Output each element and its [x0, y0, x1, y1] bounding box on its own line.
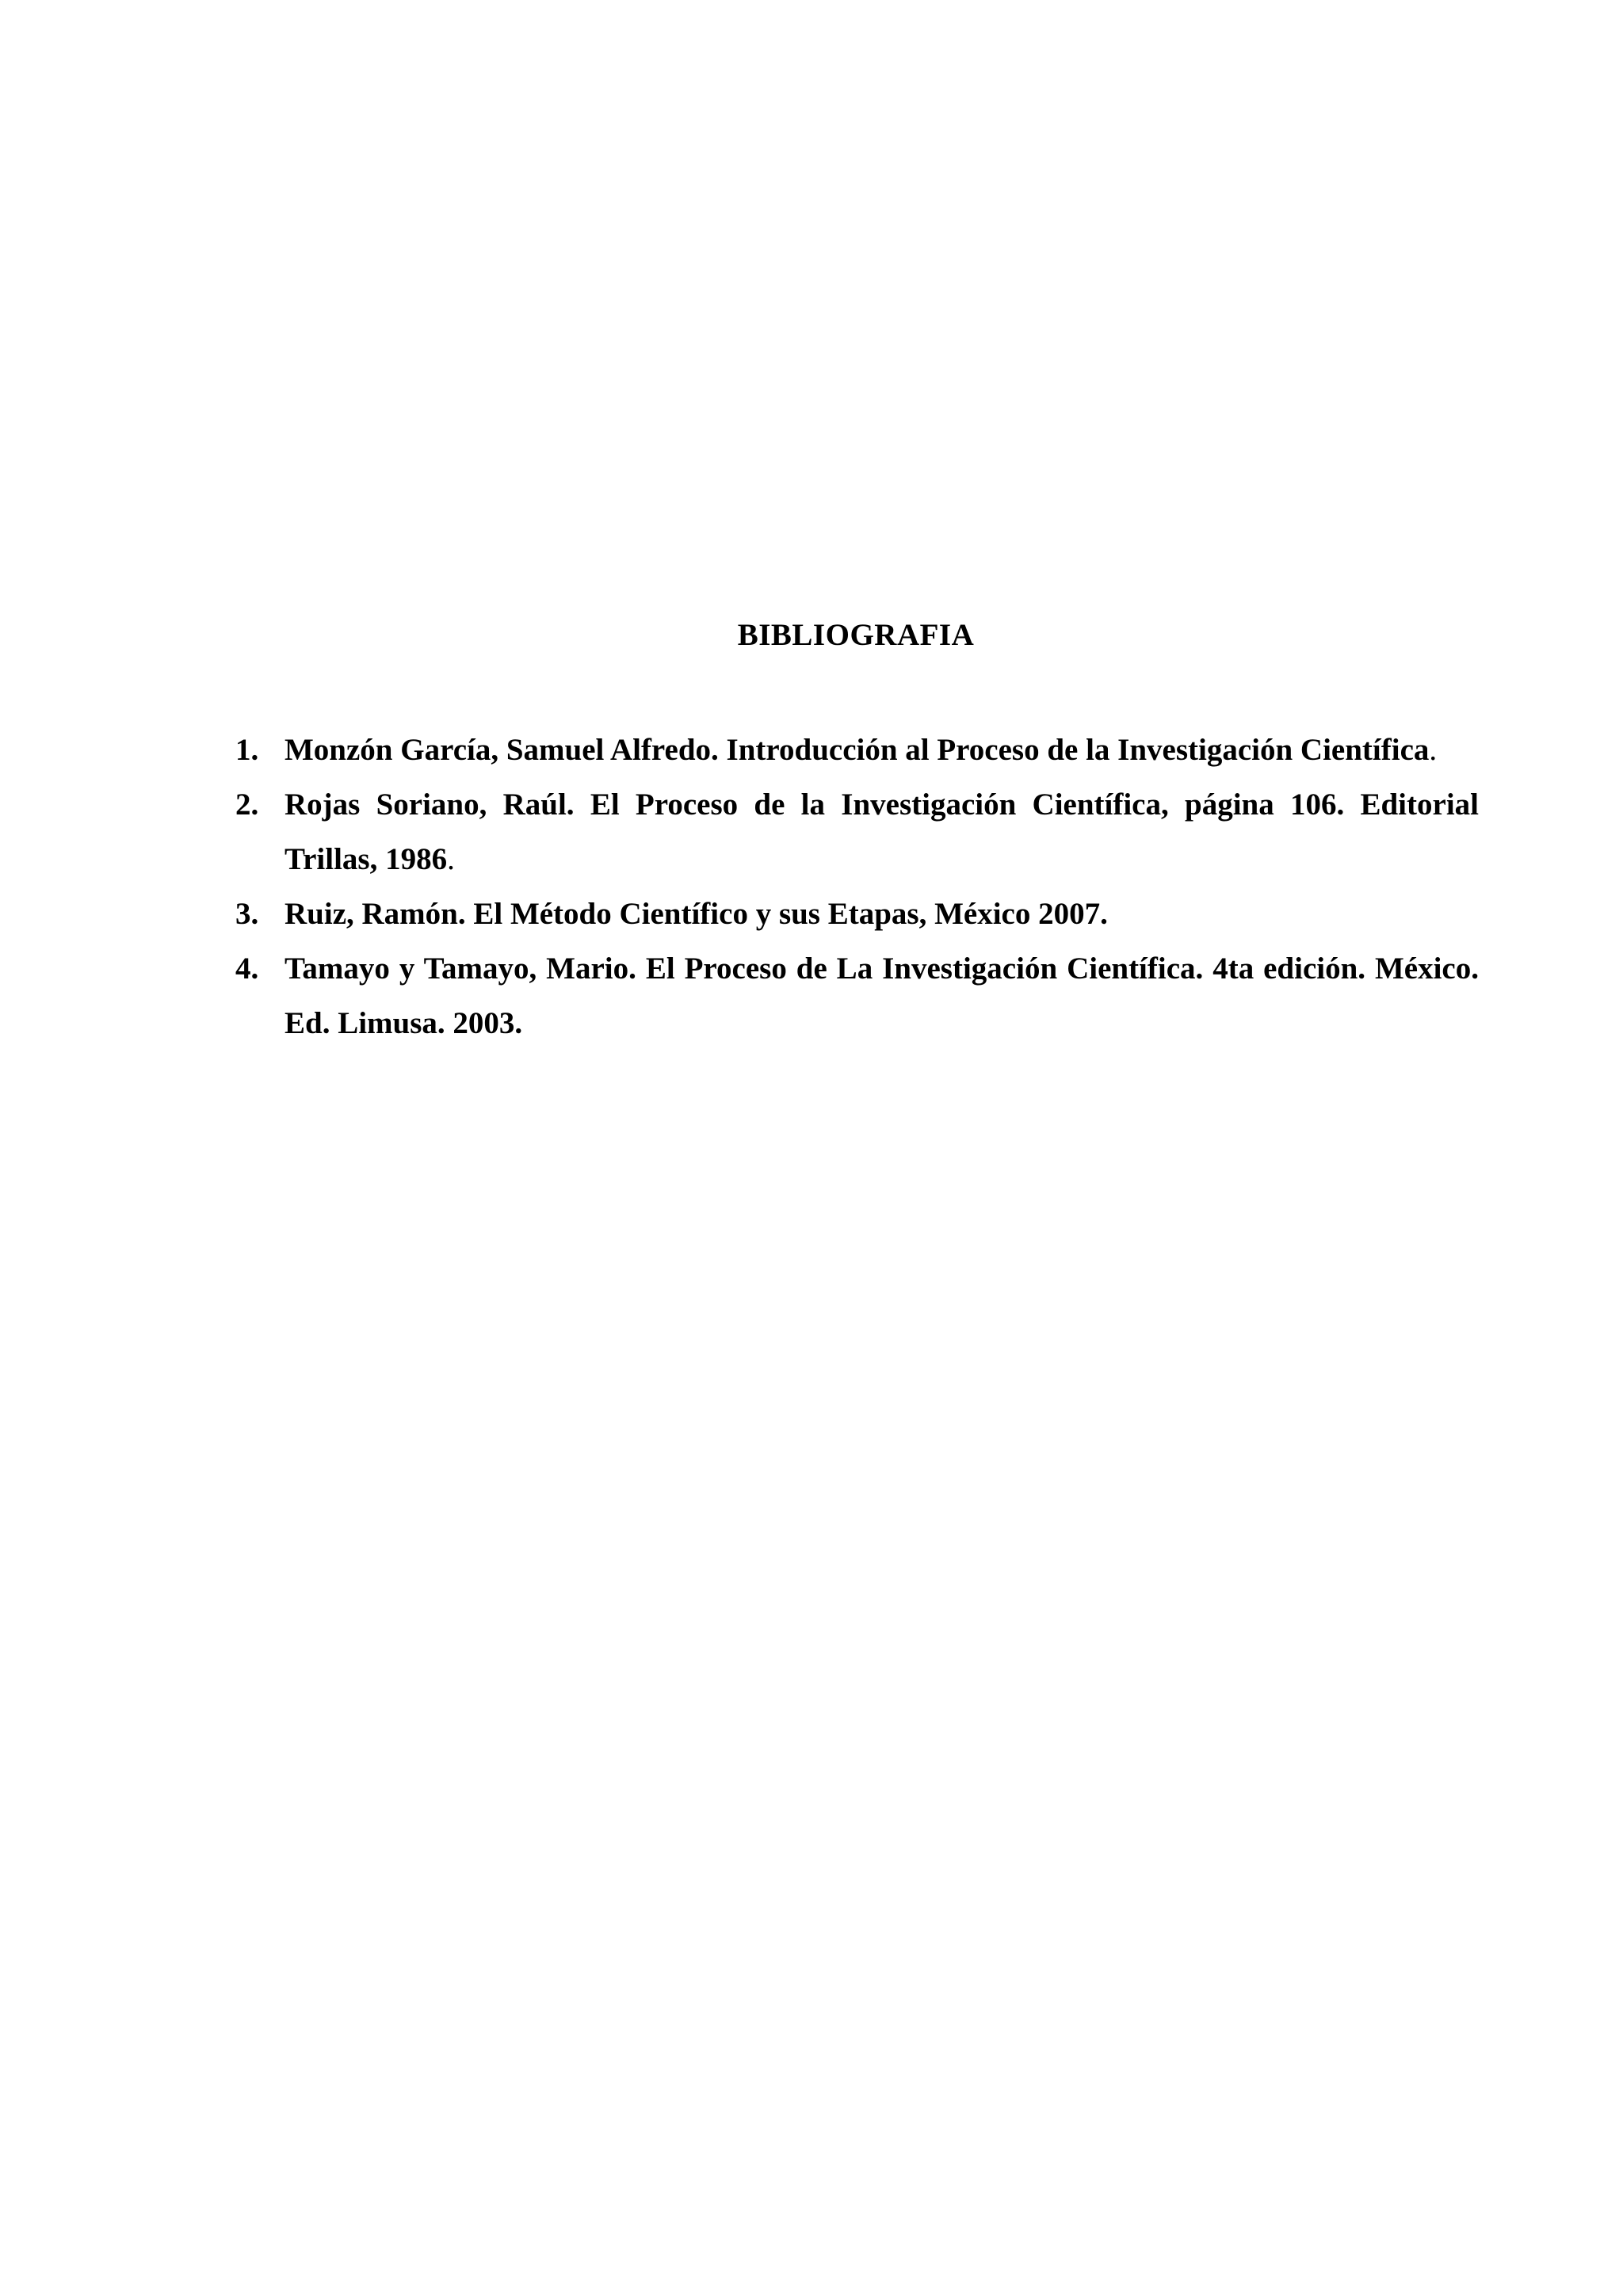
- reference-body: Ruiz, Ramón. El Método Científico y sus Etapas, México 2007.: [285, 897, 1108, 931]
- item-number: 4.: [235, 952, 259, 986]
- reference-text: [285, 777, 1479, 887]
- reference-text: [285, 941, 1479, 1051]
- reference-tail: .: [447, 842, 455, 876]
- reference-body: Tamayo y Tamayo, Mario. El Proceso de La Investigación Científica. 4ta edición. México. Ed. Limusa. 2003.: [285, 952, 1479, 1040]
- bibliography-item: [235, 887, 1479, 941]
- reference-tail: .: [1429, 733, 1438, 767]
- bibliography-item: [235, 723, 1479, 777]
- item-number: 3.: [235, 897, 259, 931]
- page-title: BIBLIOGRAFIA: [737, 618, 975, 652]
- reference-body: Monzón García, Samuel Alfredo. Introducción al Proceso de la Investigación Científica: [285, 733, 1430, 767]
- reference-text: [285, 723, 1479, 777]
- reference-text: [285, 887, 1479, 941]
- bibliography-item: [235, 777, 1479, 887]
- bibliography-item: [235, 941, 1479, 1051]
- reference-body: Rojas Soriano, Raúl. El Proceso de la Investigación Científica, página 106. Editorial Trillas, 1986: [285, 788, 1479, 876]
- item-number: 1.: [235, 733, 259, 767]
- item-number: 2.: [235, 788, 259, 822]
- bibliography-list: [235, 723, 1479, 1051]
